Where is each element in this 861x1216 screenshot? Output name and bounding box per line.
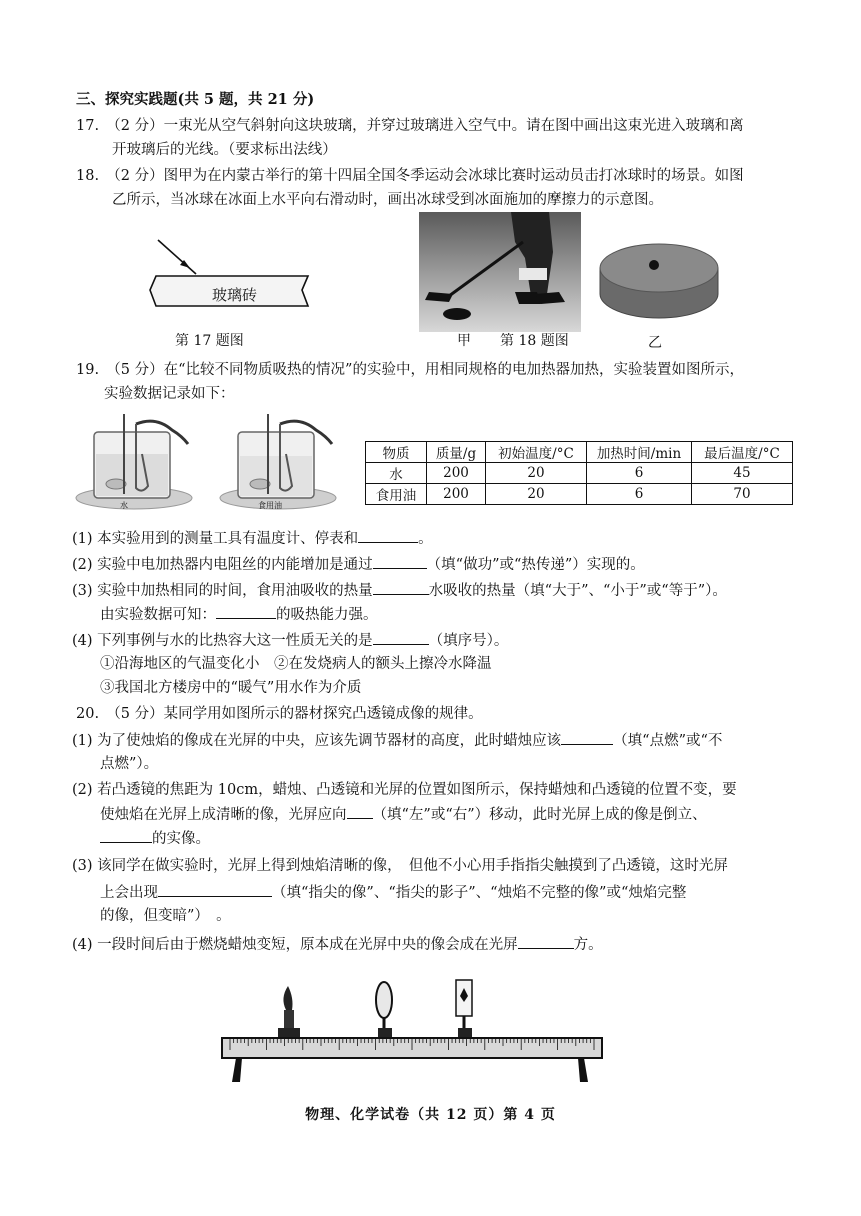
answer-blank[interactable]	[100, 828, 152, 843]
table-cell: 食用油	[366, 484, 427, 505]
answer-blank[interactable]	[216, 604, 276, 619]
table-header-row	[366, 442, 793, 463]
q17-text-line1: 17. （2 分）一束光从空气斜射向这块玻璃，并穿过玻璃进入空气中。请在图中画出这束光进入玻璃和离	[76, 118, 744, 134]
q20-part4: (4) 一段时间后由于燃烧蜡烛变短，原本成在光屏中央的像会成在光屏 方。	[72, 934, 603, 955]
table-cell: 20	[486, 484, 587, 505]
answer-blank[interactable]	[158, 882, 272, 897]
answer-blank[interactable]	[347, 804, 373, 819]
table-cell: 200	[427, 484, 486, 505]
hockey-puck	[594, 232, 724, 330]
q19-part4: (4) 下列事例与水的比热容大这一性质无关的是 （填序号）。	[72, 630, 508, 651]
answer-blank[interactable]	[373, 580, 429, 595]
table-cell: 6	[587, 463, 692, 484]
q20-part2: (2) 若凸透镜的焦距为 10cm，蜡烛、凸透镜和光屏的位置如图所示，保持蜡烛和凸透镜的位置不变，要	[72, 782, 737, 798]
q20-text-line1: 20. （5 分）某同学用如图所示的器材探究凸透镜成像的规律。	[76, 706, 483, 722]
q20-part1: (1) 为了使烛焰的像成在光屏的中央，应该先调节器材的高度，此时蜡烛应该 （填“点燃”或“不	[72, 730, 722, 751]
beaker-label-water: 水	[120, 501, 128, 510]
q20-part2-cont: 使烛焰在光屏上成清晰的像，光屏应向 （填“左”或“右”）移动，此时光屏上成的像是倒立、	[100, 804, 707, 825]
table-cell: 6	[587, 484, 692, 505]
q19-text-line1: 19. （5 分）在“比较不同物质吸热的情况”的实验中，用相同规格的电加热器加热，实验装置如图所示，	[76, 362, 744, 378]
q20-part3-cont: 上会出现 （填“指尖的像”、“指尖的影子”、“烛焰不完整的像”或“烛焰完整	[100, 882, 686, 903]
answer-blank[interactable]	[373, 554, 427, 569]
fig18-caption: 第 18 题图	[500, 333, 569, 349]
table-header-cell: 初始温度/°C	[486, 442, 587, 463]
beaker-label-oil: 食用油	[258, 501, 282, 510]
fig18-caption-yi: 乙	[648, 335, 662, 351]
answer-blank[interactable]	[373, 630, 429, 645]
q20-part1-cont: 点燃”）。	[100, 756, 159, 772]
beakers-figure	[72, 410, 342, 512]
table-cell: 70	[692, 484, 793, 505]
section-title: 三、探究实践题(共 5 题，共 21 分)	[76, 91, 315, 108]
q19-part3: (3) 实验中加热相同的时间，食用油吸收的热量 水吸收的热量（填“大于”、“小于”或“等于”）。	[72, 580, 727, 601]
table-cell: 200	[427, 463, 486, 484]
table-row	[366, 484, 793, 505]
experiment-data-table	[365, 441, 793, 505]
table-header-cell: 最后温度/°C	[692, 442, 793, 463]
table-cell: 水	[366, 463, 427, 484]
q19-part4-options-1: ①沿海地区的气温变化小 ②在发烧病人的额头上擦冷水降温	[100, 656, 492, 672]
q19-text-line2: 实验数据记录如下：	[104, 386, 235, 402]
answer-blank[interactable]	[518, 934, 574, 949]
optical-bench-figure	[216, 966, 608, 1088]
q20-part3-end: 的像，但变暗”） 。	[100, 908, 231, 924]
q19-part1: (1) 本实验用到的测量工具有温度计、停表和 。	[72, 528, 433, 549]
q18-text-line2: 乙所示，当冰球在冰面上水平向右滑动时，画出冰球受到冰面施加的摩擦力的示意图。	[112, 192, 663, 208]
glass-brick-figure	[140, 232, 320, 332]
page-footer: 物理、化学试卷（共 12 页）第 4 页	[305, 1107, 556, 1123]
table-cell: 20	[486, 463, 587, 484]
answer-blank[interactable]	[358, 528, 418, 543]
q17-text-line2: 开玻璃后的光线。（要求标出法线）	[112, 142, 337, 158]
fig18-caption-jia: 甲	[457, 333, 471, 349]
q19-part4-options-2: ③我国北方楼房中的“暖气”用水作为介质	[100, 680, 362, 696]
glass-brick-label: 玻璃砖	[212, 286, 258, 304]
answer-blank[interactable]	[561, 730, 613, 745]
q18-text-line1: 18. （2 分）图甲为在内蒙古举行的第十四届全国冬季运动会冰球比赛时运动员击打冰球时的场景。如图	[76, 168, 744, 184]
hockey-photo	[419, 212, 581, 332]
table-cell: 45	[692, 463, 793, 484]
table-header-cell: 加热时间/min	[587, 442, 692, 463]
q20-part3: (3) 该同学在做实验时，光屏上得到烛焰清晰的像， 但他不小心用手指指尖触摸到了凸透镜，这时光屏	[72, 858, 728, 874]
table-header-cell: 质量/g	[427, 442, 486, 463]
q20-part2-end: 的实像。	[100, 828, 210, 849]
q19-part3-cont: 由实验数据可知： 的吸热能力强。	[100, 604, 378, 625]
q19-part2: (2) 实验中电加热器内电阻丝的内能增加是通过 （填“做功”或“热传递”）实现的。	[72, 554, 645, 575]
table-header-cell: 物质	[366, 442, 427, 463]
fig17-caption: 第 17 题图	[175, 333, 244, 349]
table-row	[366, 463, 793, 484]
